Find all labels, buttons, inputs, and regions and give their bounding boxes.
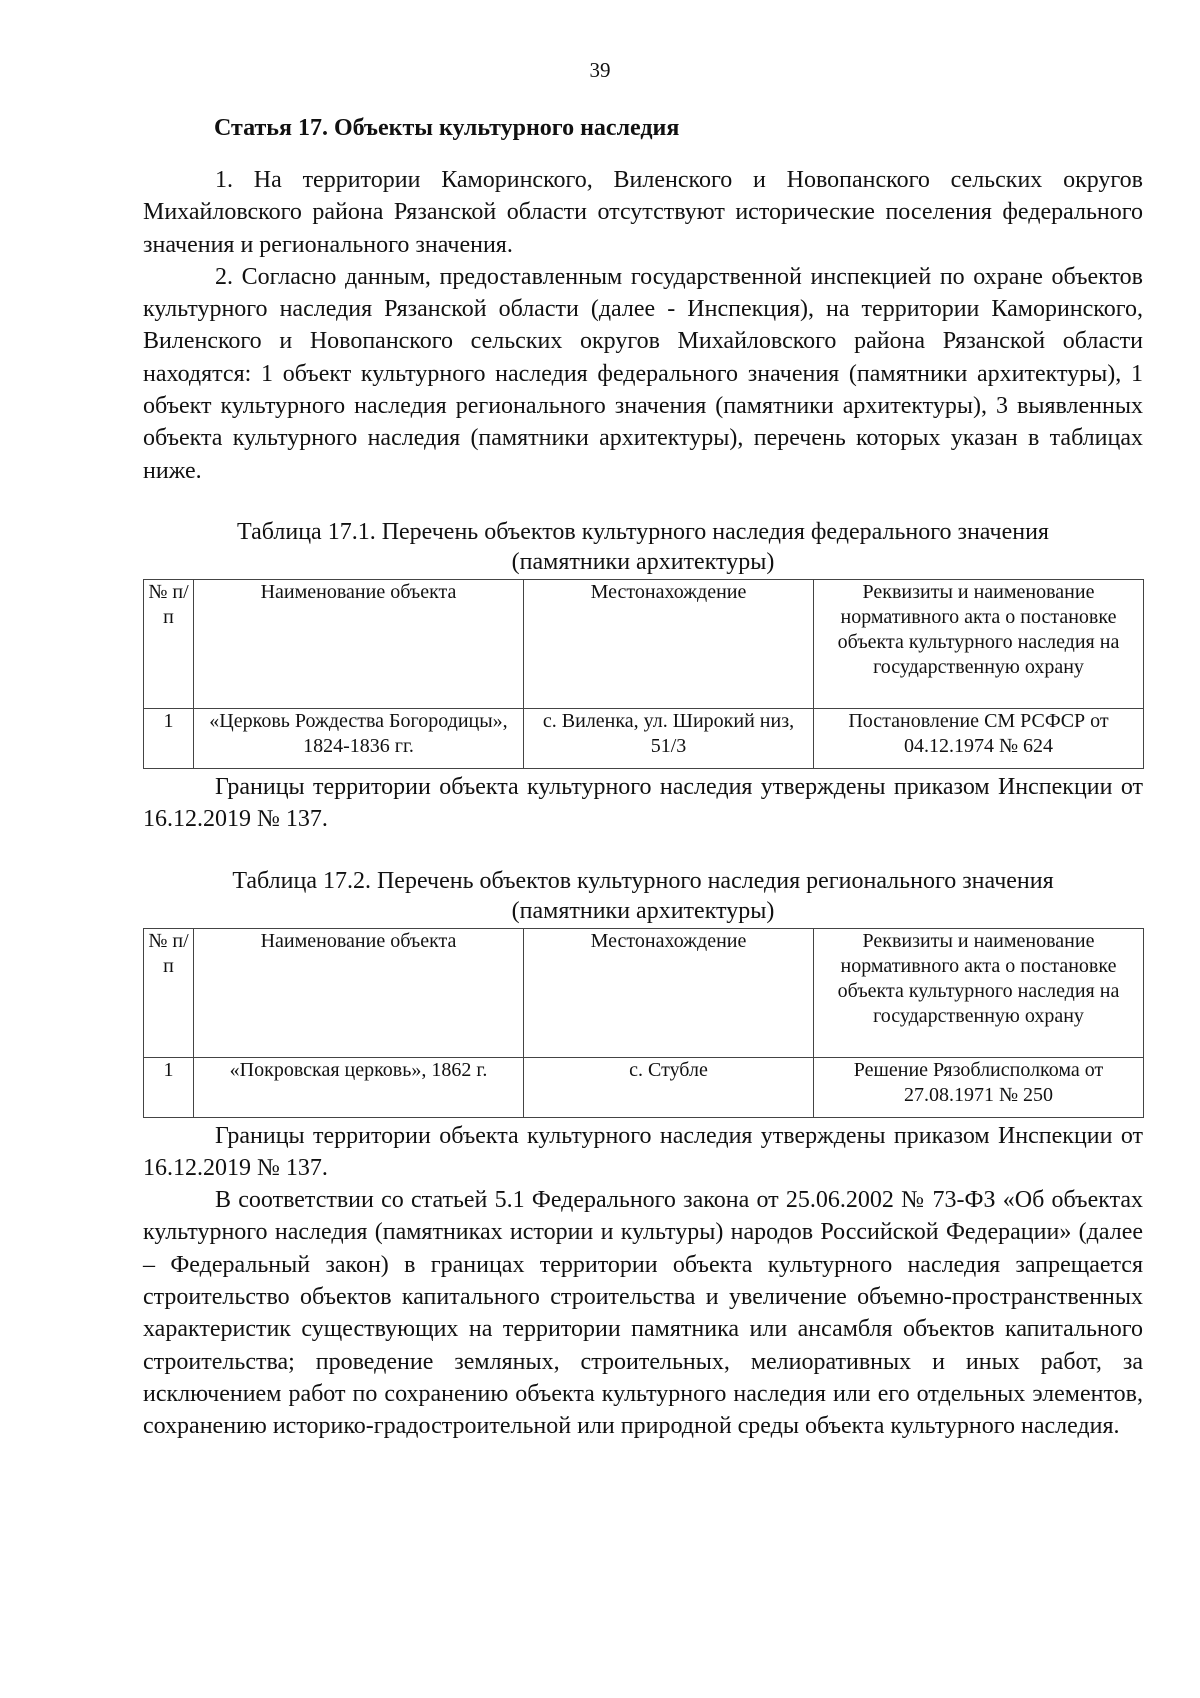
table2-caption-subtitle: (памятники архитектуры)	[511, 897, 775, 924]
cell-name: «Церковь Рождества Богородицы», 1824-1836 гг.	[194, 708, 524, 768]
table-row	[144, 708, 1144, 768]
table-regional-objects	[143, 928, 1144, 1118]
header-location: Местонахождение	[524, 579, 814, 708]
header-location: Местонахождение	[524, 928, 814, 1057]
table1-caption-title: Таблица 17.1. Перечень объектов культурного наследия федерального значения	[237, 518, 1049, 545]
table1-caption-subtitle: (памятники архитектуры)	[511, 548, 775, 575]
cell-requisites: Постановление СМ РСФСР от 04.12.1974 № 624	[814, 708, 1144, 768]
cell-name: «Покровская церковь», 1862 г.	[194, 1057, 524, 1117]
header-num: № п/п	[144, 579, 194, 708]
header-name: Наименование объекта	[194, 579, 524, 708]
header-name: Наименование объекта	[194, 928, 524, 1057]
cell-requisites: Решение Рязоблисполкома от 27.08.1971 № 250	[814, 1057, 1144, 1117]
table-header-row	[144, 928, 1144, 1057]
cell-num: 1	[144, 1057, 194, 1117]
article-title: Статья 17. Объекты культурного наследия	[214, 115, 680, 141]
document-body	[143, 112, 1143, 1443]
intro-paragraph-1: 1. На территории Каморинского, Виленского и Новопанского сельских округов Михайловского района Рязанской области отсутствуют исторические поселения федерального значения и регионального значения.	[143, 167, 1143, 258]
table-row	[144, 1057, 1144, 1117]
cell-location: с. Виленка, ул. Широкий низ, 51/3	[524, 708, 814, 768]
table2-caption-title: Таблица 17.2. Перечень объектов культурного наследия регионального значения	[232, 867, 1054, 894]
table-federal-objects	[143, 579, 1144, 769]
page-number: 39	[589, 58, 611, 82]
closing-paragraph: В соответствии со статьей 5.1 Федерального закона от 25.06.2002 № 73-ФЗ «Об объектах культурного наследия (памятниках истории и культуры) народов Российской Федерации» (далее – Федеральный закон) в границах территории объекта культурного наследия запрещается строительство объектов капитального строительства и увеличение объемно-пространственных характеристик существующих на территории памятника или ансамбля объектов капитального строительства; проведение земляных, строительных, мелиоративных и иных работ, за исключением работ по сохранению объекта культурного наследия или его отдельных элементов, сохранению историко-градостроительной или природной среды объекта культурного наследия.	[143, 1187, 1143, 1440]
cell-num: 1	[144, 708, 194, 768]
table-header-row	[144, 579, 1144, 708]
header-requisites: Реквизиты и наименование нормативного акта о постановке объекта культурного наследия на государственную охрану	[814, 928, 1144, 1057]
table1-note: Границы территории объекта культурного наследия утверждены приказом Инспекции от 16.12.2019 № 137.	[143, 773, 1143, 833]
table2-caption	[143, 866, 1143, 926]
cell-location: с. Стубле	[524, 1057, 814, 1117]
table2-note: Границы территории объекта культурного наследия утверждены приказом Инспекции от 16.12.2019 № 137.	[143, 1122, 1143, 1181]
table1-caption	[143, 517, 1143, 577]
header-num: № п/п	[144, 928, 194, 1057]
intro-paragraph-2: 2. Согласно данным, предоставленным государственной инспекцией по охране объектов культурного наследия Рязанской области (далее - Инспекция), на территории Каморинского, Виленского и Новопанского сельских округов Михайловского района Рязанской области находятся: 1 объект культурного наследия федерального значения (памятники архитектуры), 1 объект культурного наследия регионального значения (памятники архитектуры), 3 выявленных объекта культурного наследия (памятники архитектуры), перечень которых указан в таблицах ниже.	[143, 263, 1143, 484]
header-requisites: Реквизиты и наименование нормативного акта о постановке объекта культурного наследия на государственную охрану	[814, 579, 1144, 708]
